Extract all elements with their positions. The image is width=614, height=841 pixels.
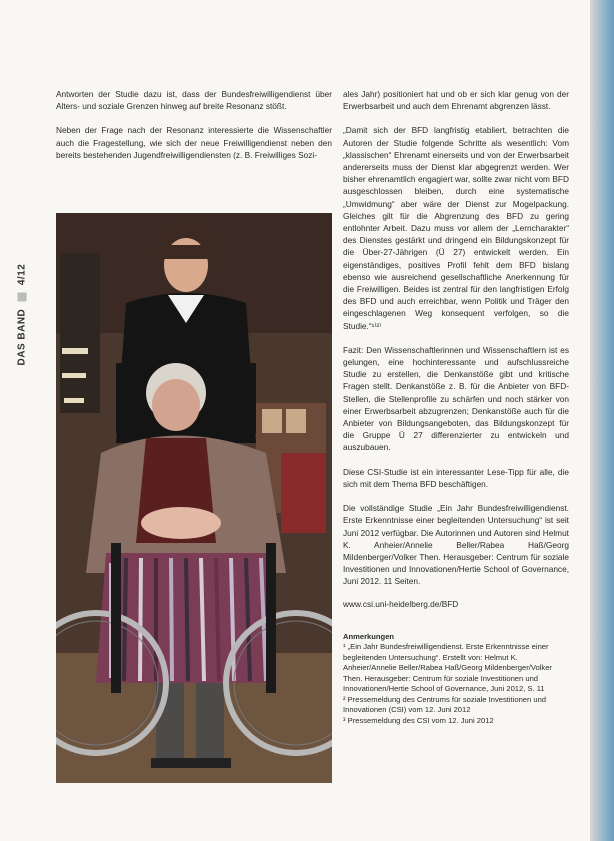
issue-number: 4/12 [16,263,28,286]
right-paragraph-4: Diese CSI-Studie ist ein interessanter Lese-Tipp für alle, die sich mit dem Thema BFD beschäftigen. [343,466,569,489]
footnotes-title: Anmerkungen [343,631,395,641]
left-paragraph-2: Neben der Frage nach der Resonanz interessierte die Wissenschaftler auch die Fragestellung, wie sich der neue Freiwilligendienst neben den bereits bestehenden Jugendfreiwilligendiensten (z. B. Freiwilliges Sozi- [56,125,332,160]
right-column [343,88,569,726]
left-column [56,88,332,173]
study-info [343,502,569,587]
photo-two-women-wheelchair-icon [56,213,332,783]
magazine-name: DAS BAND [16,308,28,366]
study-link[interactable]: www.csi.uni-heidelberg.de/BFD [343,598,459,609]
page-edge [590,0,614,841]
photo [56,213,332,783]
study-info-text: Die vollständige Studie „Ein Jahr Bundesfreiwilligendienst. Erste Erkenntnisse einer begleitenden Untersuchung“ ist seit Juni 2012 verfügbar. Die Autorinnen und Autoren sind Helmut K. Anheier/Annelie Beller/Rabea Haß/Georg Mildenberger/Volker Then. Herausgeber: Centrum für soziale Investitionen und Innovationen/Hertie School of Governance, Juni 2012. 11 Seiten. [343,503,569,587]
right-paragraph-2: „Damit sich der BFD langfristig etabliert, betrachten die Autoren der Studie folgende Schritte als wesentlich: Vom „klassischen“ Ehrenamt einerseits und von der Erwerbsarbeit andererseits muss der Dienst klar abgegrenzt werden. Wer bisher ehrenamtlich engagiert war, sollte zwar nicht vom BFD ausgeschlossen bleiben, durch eine systematische „Umwidmung“ aber wäre der Dienst zur Mogelpackung. Gleiches gilt für die Abgrenzung des BFD zu gering entlohnter Arbeit. Dazu muss vor allem der „Lerncharakter“ des Dienstes gestärkt und dringend ein Bildungskonzept für die Über-27-Jährigen (Ü 27) entwickelt werden. Ein eigenständiges, positives Profil fehlt dem BFD bislang ebenso wie ausreichend gesellschaftliche Anerkennung für die Freiwilligen. Beides ist zentral für den langfristigen Erfolg des BFD und auch erreichbar, wenn Politik und Träger den eingeschlagenen Weg konsequent verfolgen, so die Studie.“¹⁾²⁾ [343,125,569,331]
footnote-3: ³ Pressemeldung des CSI vom 12. Juni 2012 [343,715,494,725]
footnote-2: ² Pressemeldung des Centrums für soziale Investitionen und Innovationen (CSI) vom 12. Juni 2012 [343,694,547,715]
sidebar [8,250,30,370]
left-paragraph-1: Antworten der Studie dazu ist, dass der Bundesfreiwilligendienst über Alters- und soziale Grenzen hinweg auf breite Resonanz stößt. [56,89,332,112]
footnotes [343,632,569,727]
separator-box-icon [17,292,26,301]
sidebar-label [17,246,28,366]
footnote-1: ¹ „Ein Jahr Bundesfreiwilligendienst. Erste Erkenntnisse einer begleitenden Untersuchung“. Erstellt von: Helmut K. Anheier/Annelie Beller/Rabea Haß/Georg Mildenberger/Volker Then. Herausgeber: Centrum für soziale Investitionen und Innovationen/Hertie School of Governance, Juni 2012, S. 11 [343,642,552,694]
right-paragraph-3: Fazit: Den Wissenschaftlerinnen und Wissenschaftlern ist es gelungen, eine hochinteressante und aufschlussreiche Studie zu erstellen, die Denkanstöße gibt und kritische Fragen stellt. Denkanstöße z. B. für die Anbieter von BFD-Stellen, die Stellenprofile zu schärfen und noch stärker von einer Erwerbsarbeit abzugrenzen; Denkanstöße auch für die Anbieter von Bildungsangeboten, das Bildungskonzept für die Gruppe Ü 27 differenzierter zu entwickeln und auszubauen. [343,344,569,453]
right-paragraph-1: ales Jahr) positioniert hat und ob er sich klar genug von der Erwerbsarbeit und auch dem Ehrenamt abgrenzen lässt. [343,89,569,112]
